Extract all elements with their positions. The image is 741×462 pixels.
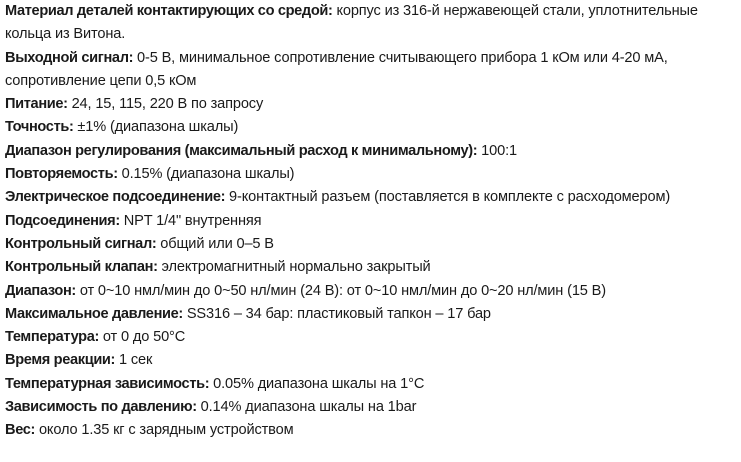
spec-value: SS316 – 34 бар: пластиковый тапкон – 17 бар: [182, 305, 491, 322]
spec-value: 24, 15, 115, 220 В по запросу: [67, 96, 264, 113]
spec-label: Подсоединения:: [5, 212, 120, 229]
spec-value: 9-контактный разъем (поставляется в комплекте с расходомером): [225, 189, 671, 206]
spec-pressure-coefficient: [5, 396, 739, 419]
spec-label: Повторяемость:: [5, 166, 118, 183]
spec-label: Диапазон регулирования (максимальный расход к минимальному):: [5, 142, 478, 159]
spec-label: Температурная зависимость:: [5, 375, 210, 392]
spec-label: Контрольный клапан:: [5, 259, 158, 276]
spec-electrical-connection: [5, 186, 739, 209]
spec-output-signal: [5, 47, 739, 94]
spec-value: 0.14% диапазона шкалы на 1bar: [196, 399, 417, 416]
spec-label: Температура:: [5, 329, 99, 346]
spec-value: 1 сек: [115, 352, 153, 369]
spec-label: Электрическое подсоединение:: [5, 189, 226, 206]
spec-range: [5, 280, 739, 303]
spec-label: Диапазон:: [5, 282, 76, 299]
spec-label: Зависимость по давлению:: [5, 399, 197, 416]
spec-control-signal: [5, 233, 739, 256]
spec-value: 0.15% (диапазона шкалы): [117, 166, 295, 183]
spec-label: Точность:: [5, 119, 74, 136]
spec-temperature-coefficient: [5, 373, 739, 396]
spec-value: 0-5 В, минимальное сопротивление считывающего прибора 1 кОм или 4-20 мА, сопротивление цепи 0,5 кОм: [5, 49, 668, 89]
spec-temperature: [5, 326, 739, 349]
spec-label: Максимальное давление:: [5, 305, 183, 322]
spec-value: 100:1: [477, 142, 517, 159]
spec-value: от 0 до 50°С: [99, 329, 186, 346]
spec-value: электромагнитный нормально закрытый: [157, 259, 431, 276]
spec-label: Контрольный сигнал:: [5, 235, 157, 252]
spec-label: Время реакции:: [5, 352, 116, 369]
spec-list: [5, 0, 739, 443]
spec-turndown: [5, 140, 739, 163]
spec-connections: [5, 210, 739, 233]
spec-value: от 0~10 нмл/мин до 0~50 нл/мин (24 В): от 0~10 нмл/мин до 0~20 нл/мин (15 В): [75, 282, 606, 299]
spec-control-valve: [5, 256, 739, 279]
spec-weight: [5, 419, 739, 442]
spec-power: [5, 93, 739, 116]
spec-value: 0.05% диапазона шкалы на 1°С: [209, 375, 425, 392]
spec-response-time: [5, 349, 739, 372]
spec-value: общий или 0–5 В: [156, 235, 274, 252]
spec-label: Материал деталей контактирующих со средой:: [5, 3, 333, 19]
spec-label: Вес:: [5, 422, 36, 439]
spec-label: Выходной сигнал:: [5, 49, 134, 66]
spec-wetted-materials: [5, 0, 739, 47]
spec-value: NPT 1/4" внутренняя: [119, 212, 262, 229]
spec-accuracy: [5, 116, 739, 139]
spec-label: Питание:: [5, 96, 68, 113]
spec-value: около 1.35 кг с зарядным устройством: [35, 422, 294, 439]
spec-repeatability: [5, 163, 739, 186]
spec-max-pressure: [5, 303, 739, 326]
spec-value: ±1% (диапазона шкалы): [73, 119, 239, 136]
spec-value: корпус из 316-й нержавеющей стали, уплотнительные кольца из Витона.: [5, 3, 698, 43]
